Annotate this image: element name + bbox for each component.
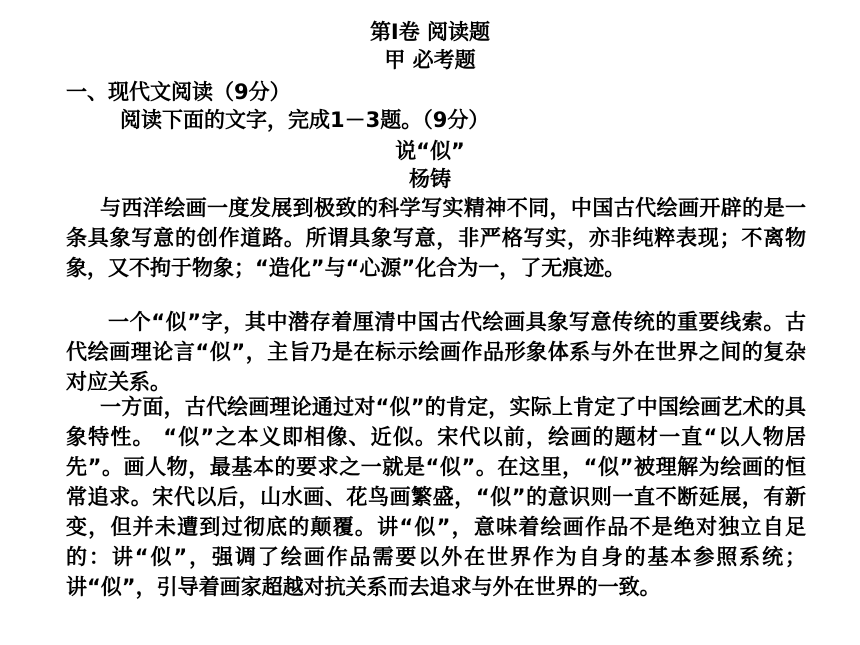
volume-title: 第Ⅰ卷 阅读题 xyxy=(369,20,491,44)
paragraph-3: 一方面，古代绘画理论通过对“似”的肯定，实际上肯定了中国绘画艺术的具象特性。 “似”之本义即相像、近似。宋代以前，绘画的题材一直“以人物居先”。画人物，最基本的要求之一就是“似”。在这里，“似”被理解为绘画的恒常追求。宋代以后，山水画、花鸟画繁盛，“似”的意识则一直不断延展，有新变，但并未遭到过彻底的颠覆。讲“似”，意味着绘画作品不是绝对独立自足的：讲“似”，强调了绘画作品需要以外在世界作为自身的基本参照系统；讲“似”，引导着画家超越对抗关系而去追求与外在世界的一致。 xyxy=(66,395,806,599)
article-title: 说“似” xyxy=(395,139,465,163)
part-heading: 一、现代文阅读（9分） xyxy=(66,80,291,104)
paragraph-1: 与西洋绘画一度发展到极致的科学写实精神不同，中国古代绘画开辟的是一条具象写意的创作道路。所谓具象写意，非严格写实，亦非纯粹表现；不离物象，又不拘于物象；“造化”与“心源”化合为一，了无痕迹。 xyxy=(66,196,806,280)
section-title: 甲 必考题 xyxy=(384,48,476,72)
reading-instruction: 阅读下面的文字，完成1－3题。（9分） xyxy=(120,108,490,132)
article-author: 杨铸 xyxy=(409,167,451,191)
paragraph-2: 一个“似”字，其中潜存着厘清中国古代绘画具象写意传统的重要线索。古代绘画理论言“似”，主旨乃是在标示绘画作品形象体系与外在世界之间的复杂对应关系。 xyxy=(66,310,806,394)
